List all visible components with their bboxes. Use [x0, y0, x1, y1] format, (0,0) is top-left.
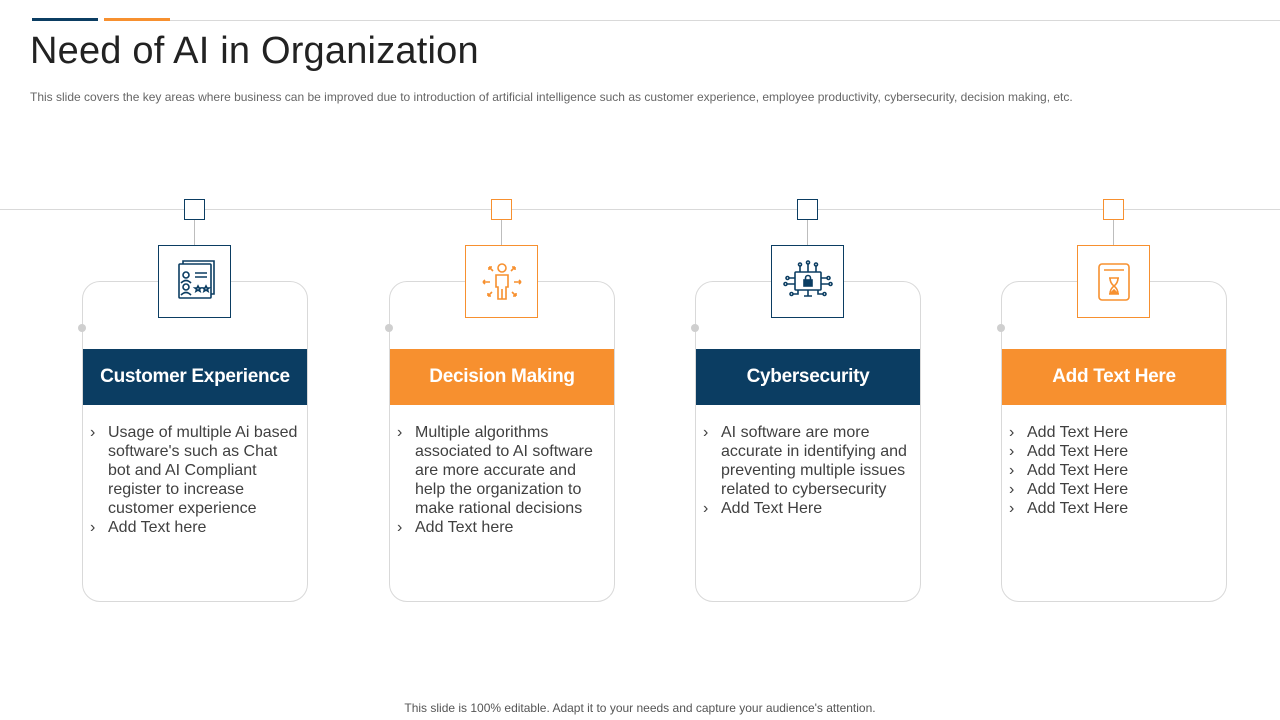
- connector-stem: [807, 220, 808, 245]
- accent-bar-orange: [104, 18, 170, 21]
- connector-dot: [997, 324, 1005, 332]
- list-item: › Add Text Here: [1009, 480, 1221, 499]
- bullet-list: [90, 423, 302, 537]
- list-item: › Multiple algorithms associated to AI software are more accurate and help the organization to make rational decisions: [397, 423, 609, 518]
- list-item: › Add Text here: [90, 518, 302, 537]
- hourglass-document-icon: [1094, 261, 1134, 303]
- card-heading: Add Text Here: [1002, 349, 1226, 405]
- timeline-node: [1103, 199, 1124, 220]
- page-subtitle: This slide covers the key areas where business can be improved due to introduction of artificial intelligence such as customer experience, employee productivity, cybersecurity, decision making, etc.: [30, 90, 1073, 104]
- bullet-list: [703, 423, 915, 518]
- secure-monitor-circuit-icon: [783, 260, 833, 304]
- card-add-text: [1001, 199, 1227, 602]
- decision-person-icon: [479, 259, 525, 305]
- card-heading: Decision Making: [390, 349, 614, 405]
- footer-note: This slide is 100% editable. Adapt it to your needs and capture your audience's attention.: [404, 701, 876, 715]
- page-title: Need of AI in Organization: [30, 30, 479, 72]
- timeline-node: [184, 199, 205, 220]
- icon-box: [771, 245, 844, 318]
- timeline-node: [797, 199, 818, 220]
- accent-bar-blue: [32, 18, 98, 21]
- connector-dot: [78, 324, 86, 332]
- connector-stem: [1113, 220, 1114, 245]
- connector-dot: [385, 324, 393, 332]
- card-heading: Cybersecurity: [696, 349, 920, 405]
- icon-box: [465, 245, 538, 318]
- icon-box: [1077, 245, 1150, 318]
- card-heading: Customer Experience: [83, 349, 307, 405]
- list-item: › Add Text here: [397, 518, 609, 537]
- list-item: › Add Text Here: [1009, 499, 1221, 518]
- connector-dot: [691, 324, 699, 332]
- list-item: › Add Text Here: [1009, 423, 1221, 442]
- card-decision-making: [389, 199, 615, 602]
- connector-stem: [501, 220, 502, 245]
- list-item: › Usage of multiple Ai based software's such as Chat bot and AI Compliant register to increase customer experience: [90, 423, 302, 518]
- card-customer-experience: [82, 199, 308, 602]
- list-item: › AI software are more accurate in identifying and preventing multiple issues related to cybersecurity: [703, 423, 915, 499]
- customer-rating-icon: [173, 260, 217, 304]
- connector-stem: [194, 220, 195, 245]
- bullet-list: [1009, 423, 1221, 518]
- icon-box: [158, 245, 231, 318]
- list-item: › Add Text Here: [703, 499, 915, 518]
- list-item: › Add Text Here: [1009, 442, 1221, 461]
- card-cybersecurity: [695, 199, 921, 602]
- top-rule: [170, 20, 1280, 21]
- bullet-list: [397, 423, 609, 537]
- list-item: › Add Text Here: [1009, 461, 1221, 480]
- timeline-node: [491, 199, 512, 220]
